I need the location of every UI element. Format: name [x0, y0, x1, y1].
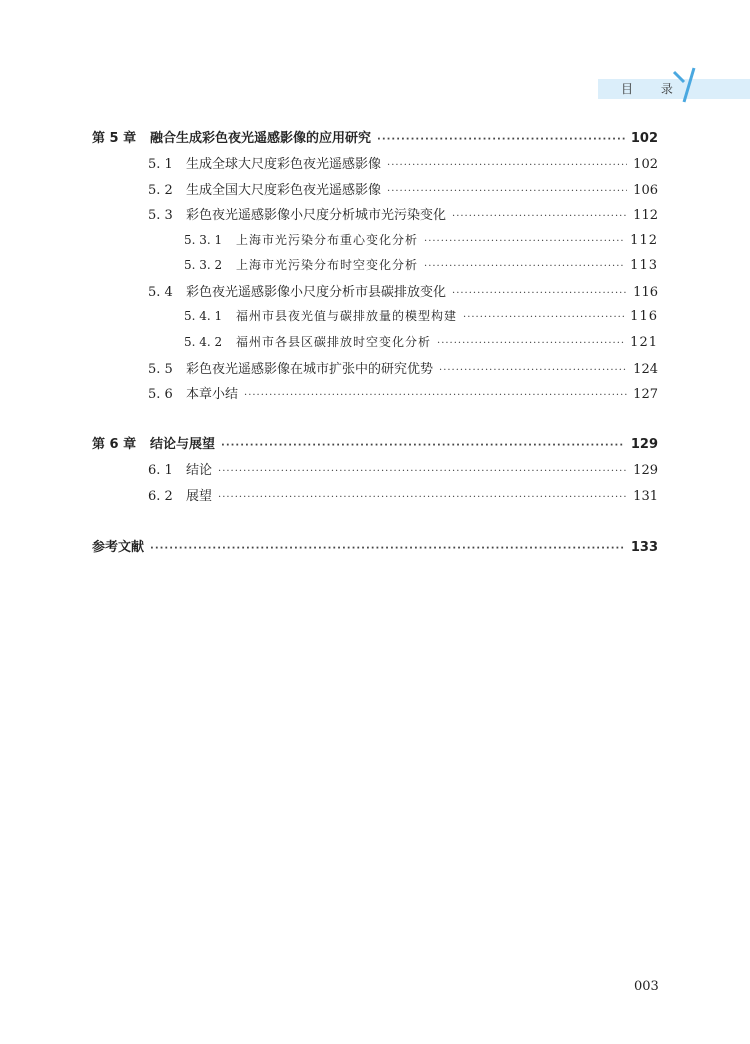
toc-entry-chapter-5[interactable] [92, 127, 658, 146]
leader-dots [424, 236, 624, 247]
entry-number: 5. 4. 1 [184, 309, 223, 323]
entry-title: 上海市光污染分布重心变化分析 [236, 233, 419, 247]
entry-page: 133 [630, 540, 658, 555]
entry-title: 生成全国大尺度彩色夜光遥感影像 [186, 183, 382, 198]
entry-title: 融合生成彩色夜光遥感影像的应用研究 [150, 131, 372, 146]
entry-title: 展望 [186, 489, 213, 504]
entry-title: 上海市光污染分布时空变化分析 [236, 258, 419, 272]
entry-number: 5. 4 [148, 285, 173, 300]
leader-dots [218, 492, 627, 503]
toc-entry-references[interactable] [92, 536, 658, 555]
leader-dots [437, 338, 624, 349]
entry-title: 生成全球大尺度彩色夜光遥感影像 [186, 157, 382, 172]
entry-number: 5. 1 [148, 157, 173, 172]
leader-dots [221, 440, 625, 451]
toc-entry[interactable] [184, 256, 658, 273]
entry-title: 结论与展望 [150, 437, 216, 452]
entry-page: 129 [630, 437, 658, 452]
toc-entry-chapter-6[interactable] [92, 433, 658, 452]
toc-entry[interactable] [148, 485, 658, 504]
leader-dots [452, 211, 627, 222]
entry-page: 129 [633, 463, 658, 478]
entry-number: 第 5 章 [92, 131, 137, 146]
entry-page: 131 [633, 489, 658, 504]
entry-page: 116 [633, 285, 658, 300]
toc-entry[interactable] [148, 153, 658, 172]
toc-entry[interactable] [148, 459, 658, 478]
leader-dots [439, 365, 627, 376]
entry-title: 福州市县夜光值与碳排放量的模型构建 [236, 309, 458, 323]
toc-entry[interactable] [184, 231, 658, 248]
toc-entry[interactable] [148, 383, 658, 402]
entry-page: 113 [630, 258, 658, 273]
running-header-title: 目 录 [621, 82, 685, 96]
toc-entry[interactable] [148, 358, 658, 377]
entry-title: 彩色夜光遥感影像小尺度分析市县碳排放变化 [186, 285, 447, 300]
leader-dots [377, 134, 625, 145]
entry-page: 116 [630, 309, 658, 324]
entry-title: 彩色夜光遥感影像在城市扩张中的研究优势 [186, 362, 434, 377]
entry-number: 5. 3. 1 [184, 233, 223, 247]
toc-entry[interactable] [184, 307, 658, 324]
toc-entry[interactable] [148, 204, 658, 223]
entry-number: 第 6 章 [92, 437, 137, 452]
entry-page: 106 [633, 183, 658, 198]
leader-dots [387, 186, 627, 197]
toc-entry[interactable] [148, 179, 658, 198]
entry-page: 121 [630, 335, 658, 350]
entry-number: 5. 4. 2 [184, 335, 223, 349]
leader-dots [387, 160, 627, 171]
entry-title: 彩色夜光遥感影像小尺度分析城市光污染变化 [186, 208, 447, 223]
entry-page: 124 [633, 362, 658, 377]
entry-page: 112 [633, 208, 658, 223]
entry-title: 福州市各县区碳排放时空变化分析 [236, 335, 432, 349]
entry-number: 5. 3. 2 [184, 258, 223, 272]
entry-page: 102 [633, 157, 658, 172]
entry-number: 5. 2 [148, 183, 173, 198]
toc-entry[interactable] [148, 281, 658, 300]
entry-number: 5. 5 [148, 362, 173, 377]
leader-dots [463, 312, 624, 323]
page-number: 003 [634, 979, 659, 994]
leader-dots [452, 288, 627, 299]
entry-page: 102 [630, 131, 658, 146]
entry-page: 127 [633, 387, 658, 402]
toc-entry[interactable] [184, 333, 658, 350]
entry-title: 本章小结 [186, 387, 239, 402]
leader-dots [218, 466, 627, 477]
leader-dots [150, 543, 625, 554]
entry-title: 结论 [186, 463, 213, 478]
entry-number: 6. 2 [148, 489, 173, 504]
leader-dots [424, 261, 624, 272]
entry-title: 参考文献 [92, 540, 145, 555]
entry-number: 6. 1 [148, 463, 173, 478]
leader-dots [244, 390, 627, 401]
entry-number: 5. 3 [148, 208, 173, 223]
entry-page: 112 [630, 233, 658, 248]
entry-number: 5. 6 [148, 387, 173, 402]
